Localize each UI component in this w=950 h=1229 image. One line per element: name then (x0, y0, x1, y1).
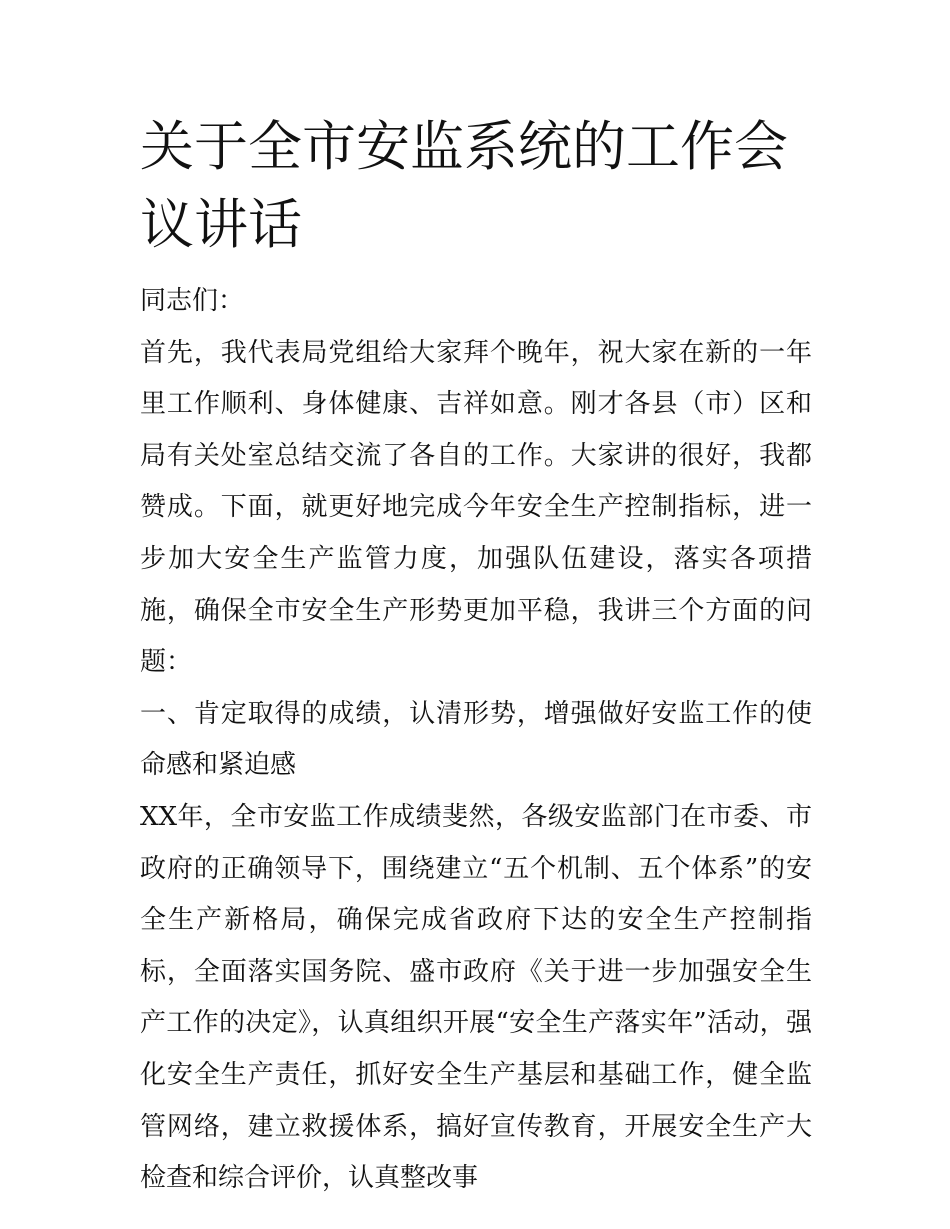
document-body (140, 276, 812, 1205)
salutation-paragraph: 同志们： (140, 286, 245, 316)
document-title: 关于全市安监系统的工作会议讲话 (140, 115, 788, 256)
opening-paragraph: 首先，我代表局党组给大家拜个晚年，祝大家在新的一年里工作顺利、身体健康、吉祥如意。刚才各县（市）区和局有关处室总结交流了各自的工作。大家讲的很好，我都赞成。下面，就更好地完成今年安全生产控制指标，进一步加大安全生产监管力度，加强队伍建设，落实各项措施，确保全市安全生产形势更加平稳，我讲三个方面的问题： (140, 337, 812, 678)
achievements-paragraph: XX年，全市安监工作成绩斐然，各级安监部门在市委、市政府的正确领导下，围绕建立“五个机制、五个体系”的安全生产新格局，确保完成省政府下达的安全生产控制指标，全面落实国务院、盛市政府《关于进一步加强安全生产工作的决定》，认真组织开展“安全生产落实年”活动，强化安全生产责任，抓好安全生产基层和基础工作，健全监管网络，建立救援体系，搞好宣传教育，开展安全生产大检查和综合评价，认真整改事 (140, 801, 812, 1194)
section-heading-one: 一、肯定取得的成绩，认清形势，增强做好安监工作的使命感和紧迫感 (140, 698, 812, 781)
